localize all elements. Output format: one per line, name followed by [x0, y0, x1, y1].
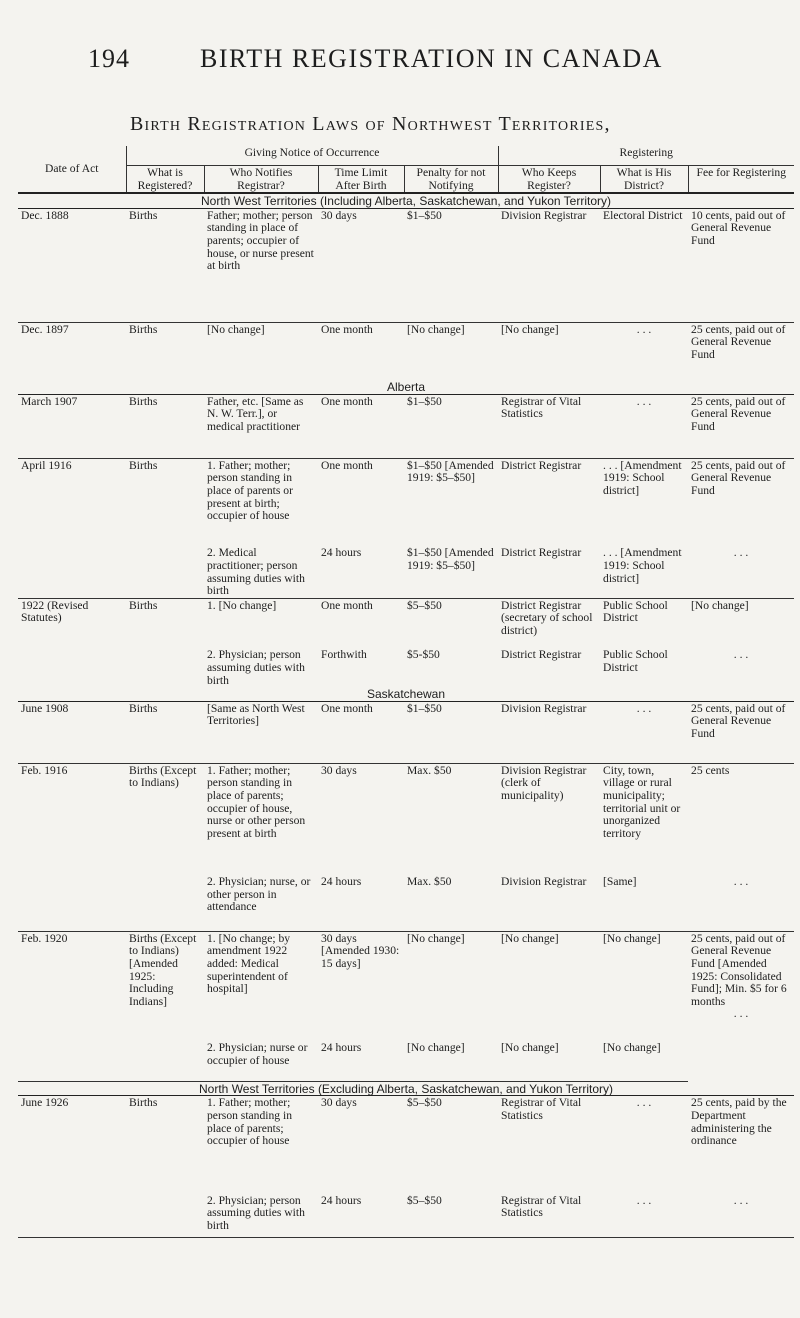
- cell-penalty: Max. $50: [404, 875, 498, 931]
- cell-time: One month: [318, 701, 404, 763]
- cell-time: One month: [321, 322, 373, 336]
- col-header-what: What is Registered?: [126, 166, 204, 194]
- cell-who: [No change]: [207, 322, 265, 336]
- cell-penalty: $5–$50: [407, 1096, 442, 1110]
- cell-who: [Same as North West Territories]: [204, 701, 318, 763]
- cell-time: 24 hours: [318, 1194, 404, 1238]
- cell-what: Births: [129, 598, 158, 612]
- cell-penalty: $1–$50: [404, 394, 498, 458]
- cell-penalty: $1–$50: [404, 701, 498, 763]
- cell-date: Dec. 1888: [18, 208, 126, 322]
- group-header-registering: Registering: [498, 146, 794, 166]
- cell-what: Births: [129, 1096, 158, 1110]
- fee-text: . . .: [733, 1007, 749, 1021]
- cell-district: . . . [Amendment 1919: School district]: [600, 546, 688, 598]
- cell-who: 1. [No change]: [207, 598, 277, 612]
- col-header-penalty: Penalty for not Notifying: [404, 166, 498, 194]
- cell-who: 1. Father; mother; person standing in place of parents; occupier of house, nurse or other person present at birth: [207, 763, 306, 840]
- cell-time: 24 hours: [318, 546, 404, 598]
- cell-date: Dec. 1897: [21, 322, 69, 336]
- cell-penalty: $1–$50 [Amended 1919: $5–$50]: [407, 458, 494, 485]
- cell-district: Public School District: [603, 648, 668, 674]
- cell-time: 24 hours: [318, 875, 404, 931]
- cell-date: June 1908: [18, 701, 126, 763]
- cell-keeper: District Registrar (secretary of school district): [501, 598, 593, 638]
- cell-keeper: Registrar of Vital Statistics: [501, 1096, 582, 1122]
- section-heading: North West Territories (Including Alberta, Saskatchewan, and Yukon Territory): [18, 193, 794, 208]
- cell-keeper: [No change]: [498, 1041, 600, 1081]
- cell-penalty: $1–$50: [404, 208, 498, 322]
- cell-fee: 25 cents, paid out of General Revenue Fund: [688, 701, 794, 763]
- cell-date: March 1907: [18, 394, 126, 458]
- cell-what: Births: [126, 208, 204, 322]
- page-number: 194: [88, 44, 130, 73]
- cell-district: . . .: [600, 394, 688, 458]
- cell-time: 30 days: [318, 208, 404, 322]
- fee-text: 25 cents, paid out of General Revenue Fund [Amended 1925: Consolidated Fund]; Min. $5 for 6 months: [691, 931, 787, 1008]
- registration-laws-table: [18, 146, 794, 1238]
- cell-keeper: [No change]: [501, 322, 559, 336]
- cell-who: 2. Medical practitioner; person assuming duties with birth: [204, 546, 318, 598]
- cell-fee: . . .: [688, 546, 794, 598]
- cell-keeper: Division Registrar: [498, 875, 600, 931]
- cell-fee: . . .: [733, 648, 749, 662]
- cell-district: Electoral District: [600, 208, 688, 322]
- cell-time: One month: [321, 458, 373, 472]
- cell-penalty: [No change]: [407, 931, 465, 945]
- cell-what: Births: [126, 394, 204, 458]
- cell-keeper: Registrar of Vital Statistics: [498, 394, 600, 458]
- cell-keeper: District Registrar: [501, 458, 582, 472]
- cell-fee: . . .: [688, 1194, 794, 1238]
- cell-time: 30 days: [321, 763, 357, 777]
- cell-keeper: District Registrar: [498, 546, 600, 598]
- cell-district: [No change]: [603, 931, 661, 945]
- cell-time: One month: [321, 598, 373, 612]
- cell-keeper: [No change]: [501, 931, 559, 945]
- cell-fee: . . .: [688, 875, 794, 931]
- cell-what: Births (Except to Indians) [Amended 1925: Including Indians]: [129, 931, 197, 1008]
- cell-what: Births: [129, 458, 158, 472]
- cell-fee: 25 cents, paid out of General Revenue Fund: [688, 394, 794, 458]
- cell-what: Births: [126, 701, 204, 763]
- cell-fee: 10 cents, paid out of General Revenue Fund: [688, 208, 794, 322]
- cell-keeper: Division Registrar: [498, 701, 600, 763]
- cell-penalty: $1–$50 [Amended 1919: $5–$50]: [404, 546, 498, 598]
- col-header-keeper: Who Keeps Register?: [498, 166, 600, 194]
- cell-date: April 1916: [21, 458, 72, 472]
- cell-who: Father; mother; person standing in place of parents; occupier of house, or nurse present at birth: [204, 208, 318, 322]
- cell-district: . . .: [600, 1194, 688, 1238]
- cell-district: . . . [Amendment 1919: School district]: [603, 458, 682, 498]
- cell-district: [Same]: [600, 875, 688, 931]
- cell-what: Births: [129, 322, 158, 336]
- cell-fee: 25 cents, paid by the Department administering the ordinance: [691, 1096, 787, 1148]
- cell-time: 24 hours: [318, 1041, 404, 1081]
- cell-fee: [No change]: [691, 598, 749, 612]
- cell-who: 2. Physician; person assuming duties with birth: [207, 648, 305, 687]
- cell-fee: 25 cents: [691, 763, 730, 777]
- cell-time: 30 days: [321, 1096, 357, 1110]
- document-title: Birth Registration Laws of Northwest Territories,: [130, 113, 611, 135]
- col-header-date: Date of Act: [18, 146, 126, 193]
- cell-district: . . .: [600, 701, 688, 763]
- cell-who: 1. Father; mother; person standing in place of parents; occupier of house: [207, 1096, 293, 1148]
- cell-time: Forthwith: [321, 648, 367, 662]
- cell-date: Feb. 1920: [21, 931, 68, 945]
- group-header-notice: Giving Notice of Occurrence: [126, 146, 498, 166]
- cell-district: Public School District: [603, 598, 668, 625]
- cell-keeper: District Registrar: [501, 648, 582, 662]
- cell-district: [No change]: [600, 1041, 688, 1081]
- cell-fee: 25 cents, paid out of General Revenue Fund: [691, 458, 786, 498]
- cell-penalty: $5–$50: [407, 598, 442, 612]
- cell-time: 30 days [Amended 1930: 15 days]: [321, 931, 400, 970]
- cell-who: 2. Physician; person assuming duties with birth: [204, 1194, 318, 1238]
- cell-district: . . .: [636, 322, 652, 336]
- cell-penalty: $5-$50: [407, 648, 440, 662]
- cell-penalty: $5–$50: [404, 1194, 498, 1238]
- col-header-who: Who Notifies Registrar?: [204, 166, 318, 194]
- cell-what: Births (Except to Indians): [129, 763, 197, 790]
- section-heading: Alberta: [18, 380, 794, 394]
- col-header-district: What is His District?: [600, 166, 688, 194]
- cell-keeper: Division Registrar: [498, 208, 600, 322]
- cell-fee: [688, 931, 794, 1081]
- cell-date: Feb. 1916: [21, 763, 68, 777]
- cell-penalty: [No change]: [407, 322, 465, 336]
- cell-time: One month: [318, 394, 404, 458]
- cell-who: 1. Father; mother; person standing in place of parents or present at birth; occupier of house: [207, 458, 293, 523]
- cell-district: City, town, village or rural municipality; territorial unit or unorganized territory: [603, 763, 681, 840]
- col-header-time: Time Limit After Birth: [318, 166, 404, 194]
- cell-who: Father, etc. [Same as N. W. Terr.], or medical practitioner: [204, 394, 318, 458]
- section-heading: Saskatchewan: [18, 687, 794, 701]
- cell-who: 2. Physician; nurse, or other person in attendance: [204, 875, 318, 931]
- cell-date: 1922 (Revised Statutes): [21, 598, 89, 625]
- running-head: [0, 44, 800, 84]
- cell-who: 2. Physician; nurse or occupier of house: [204, 1041, 318, 1081]
- cell-date: June 1926: [21, 1096, 69, 1110]
- cell-who: 1. [No change; by amendment 1922 added: Medical superintendent of hospital]: [207, 931, 291, 996]
- running-title: BIRTH REGISTRATION IN CANADA: [200, 44, 663, 73]
- cell-fee: 25 cents, paid out of General Revenue Fund: [691, 322, 786, 361]
- cell-penalty: [No change]: [404, 1041, 498, 1081]
- cell-keeper: Registrar of Vital Statistics: [498, 1194, 600, 1238]
- section-heading: North West Territories (Excluding Alberta, Saskatchewan, and Yukon Territory): [18, 1081, 794, 1096]
- col-header-fee: Fee for Registering: [688, 166, 794, 194]
- cell-keeper: Division Registrar (clerk of municipality): [501, 763, 587, 802]
- cell-penalty: Max. $50: [407, 763, 452, 777]
- cell-district: . . .: [636, 1096, 652, 1110]
